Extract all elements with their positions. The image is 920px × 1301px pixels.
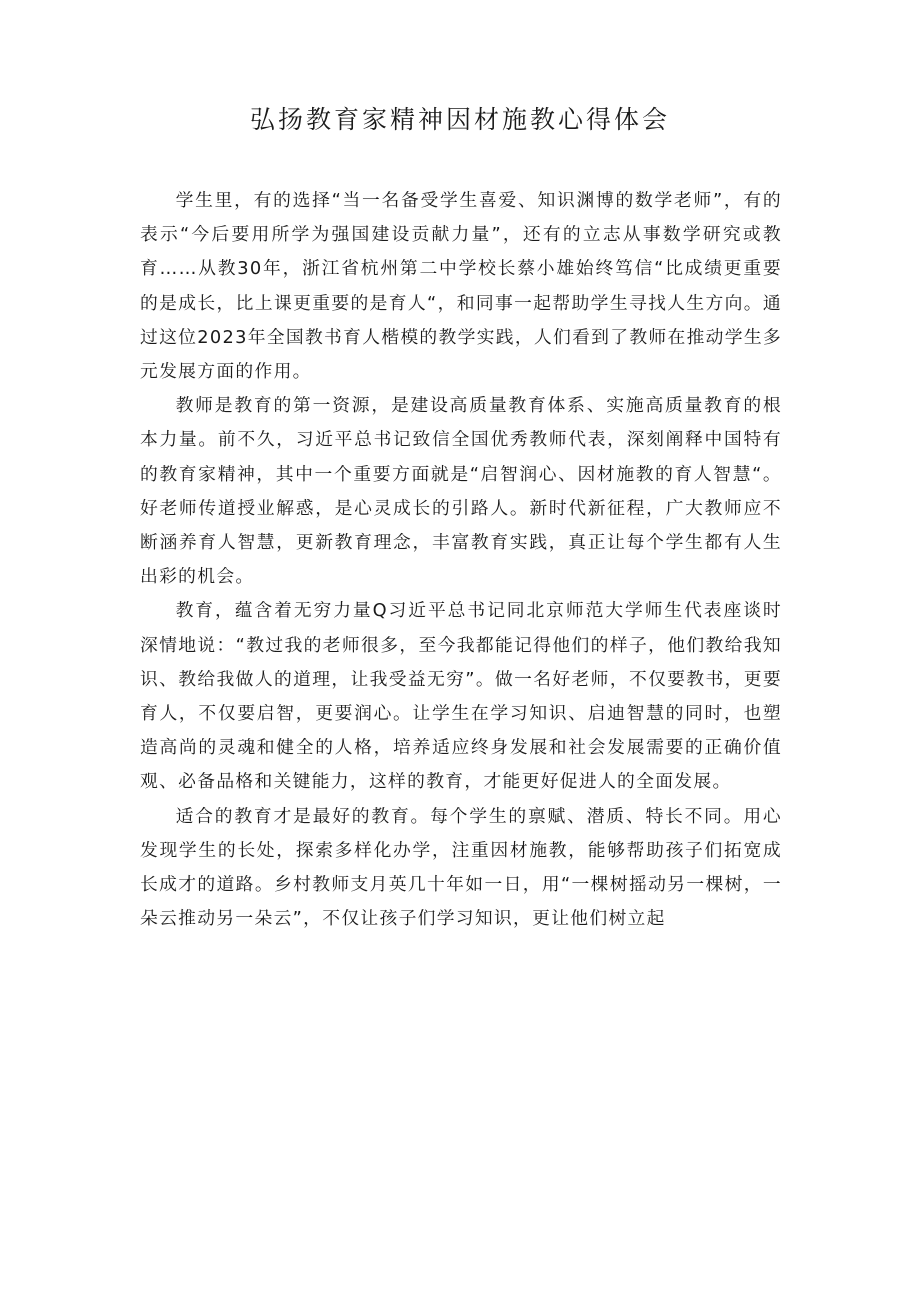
- paragraph-3: 教育，蕴含着无穷力量Q习近平总书记同北京师范大学师生代表座谈时深情地说：“教过我的老师很多，至今我都能记得他们的样子，他们教给我知识、教给我做人的道理，让我受益无穷”。做一名好老师，不仅要教书，更要育人，不仅要启智，更要润心。让学生在学习知识、启迪智慧的同时，也塑造高尚的灵魂和健全的人格，培养适应终身发展和社会发展需要的正确价值观、必备品格和关键能力，这样的教育，才能更好促进人的全面发展。: [140, 600, 782, 793]
- paragraph-4: 适合的教育才是最好的教育。每个学生的禀赋、潜质、特长不同。用心发现学生的长处，探索多样化办学，注重因材施教，能够帮助孩子们拓宽成长成才的道路。乡村教师支月英几十年如一日，用“一棵树摇动另一棵树，一朵云推动另一朵云”，不仅让孩子们学习知识，更让他们树立起: [140, 805, 782, 930]
- document-body: [140, 184, 782, 936]
- paragraph-1: 学生里，有的选择“当一名备受学生喜爱、知识渊博的数学老师”，有的表示“今后要用所学为强国建设贡献力量”，还有的立志从事数学研究或教育……从教30年，浙江省杭州第二中学校长蔡小雄始终笃信“比成绩更重要的是成长，比上课更重要的是育人“，和同事一起帮助学生寻找人生方向。通过这位2023年全国教书育人楷模的教学实践，人们看到了教师在推动学生多元发展方面的作用。: [140, 190, 782, 383]
- paragraph-2: 教师是教育的第一资源，是建设高质量教育体系、实施高质量教育的根本力量。前不久，习近平总书记致信全国优秀教师代表，深刻阐释中国特有的教育家精神，其中一个重要方面就是“启智润心、因材施教的育人智慧“。好老师传道授业解惑，是心灵成长的引路人。新时代新征程，广大教师应不断涵养育人智慧，更新教育理念，丰富教育实践，真正让每个学生都有人生出彩的机会。: [140, 395, 782, 588]
- document-title: 弘扬教育家精神因材施教心得体会: [249, 105, 670, 134]
